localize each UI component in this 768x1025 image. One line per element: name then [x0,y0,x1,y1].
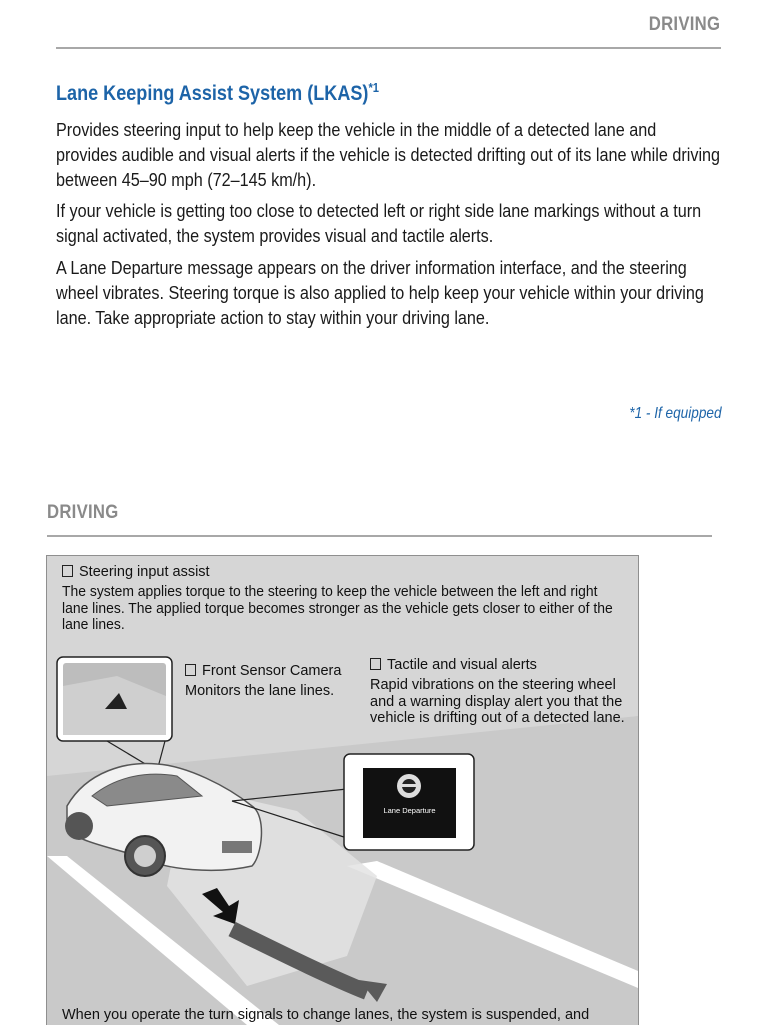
camera-title [185,663,341,680]
title-text: Lane Keeping Assist System (LKAS) [56,82,369,105]
paragraph-text: A Lane Departure message appears on the driver information interface, and the steering wheel vibrates. Steering torque is also applied to help keep your vehicle within your driving lane. Take appropriate action to stay within your driving lane. [56,257,704,328]
footnote: *1 - If equipped [629,405,722,422]
footnote-marker: *1 [368,80,380,95]
section-label: DRIVING [648,14,720,35]
figure-bottom-text: When you operate the turn signals to change lanes, the system is suspended, and [62,1007,590,1023]
paragraph [56,198,721,248]
section-label: DRIVING [47,502,119,523]
header-divider [56,47,721,49]
paragraph-text: Provides steering input to help keep the vehicle in the middle of a detected lane and provides audible and visual alerts if the vehicle is detected drifting out of its lane while driving between 45–90 mph (72–145 km/h). [56,119,721,190]
steering-assist-description: The system applies torque to the steering to keep the vehicle between the left and right lane lines. The applied torque becomes stronger as the vehicle gets closer to either of the lane lines. [62,584,613,633]
camera-description: Monitors the lane lines. [185,683,335,699]
header-divider [47,535,712,537]
steering-assist-title [62,564,210,581]
alerts-title [370,657,537,674]
checkbox-icon [370,658,381,670]
page-title [56,80,379,106]
display-label: Lane Departure [383,806,436,815]
checkbox-icon [62,565,73,577]
paragraph [56,117,721,192]
paragraph [56,255,721,330]
label: Front Sensor Camera [202,663,342,679]
paragraph-text: If your vehicle is getting too close to detected left or right side lane markings without a turn signal activated, the system provides visual and tactile alerts. [56,200,702,246]
label: Tactile and visual alerts [387,657,537,673]
alerts-description: Rapid vibrations on the steering wheel and a warning display alert you that the vehicle is drifting out of a detected lane. [370,677,625,726]
checkbox-icon [185,664,196,676]
lkas-illustration [46,555,639,1025]
label: Steering input assist [79,564,210,580]
